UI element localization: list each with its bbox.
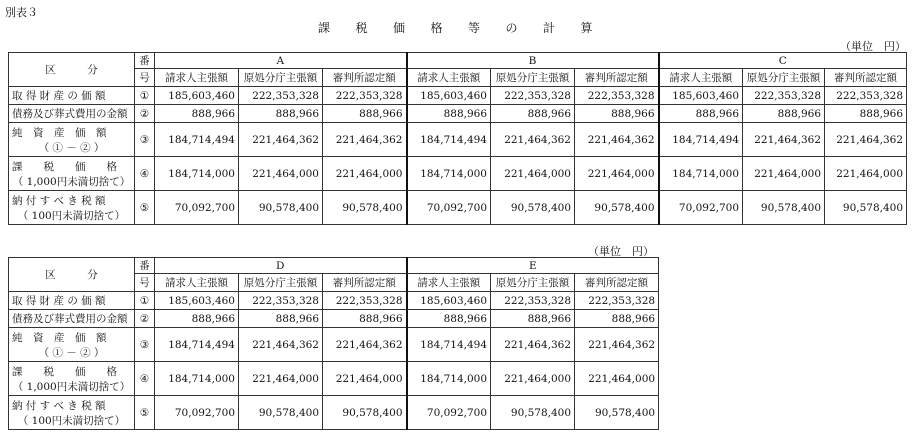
row-label-text: 債務及び葬式費用の金額 — [12, 108, 128, 120]
row-label — [9, 123, 135, 157]
col-header-claim: 請求人主張額 — [155, 274, 239, 292]
amount-cell: 90,578,400 — [239, 396, 323, 430]
group-header-e: E — [407, 258, 659, 274]
col-header-original: 原処分庁主張額 — [239, 274, 323, 292]
amount-cell: 222,353,328 — [323, 292, 407, 310]
amount-cell: 90,578,400 — [323, 396, 407, 430]
number-header-top: 番 — [135, 53, 155, 69]
amount-cell: 222,353,328 — [825, 87, 907, 105]
amount-cell: 70,092,700 — [155, 191, 239, 225]
row-label-text: 純 資 産 価 額 — [12, 331, 107, 344]
amount-cell: 221,464,362 — [239, 328, 323, 362]
col-header-tribunal: 審判所認定額 — [575, 69, 659, 87]
row-number: ② — [135, 105, 155, 123]
amount-cell: 222,353,328 — [239, 292, 323, 310]
amount-cell: 222,353,328 — [491, 292, 575, 310]
amount-cell: 184,714,000 — [407, 362, 491, 396]
amount-cell: 888,966 — [491, 310, 575, 328]
amount-cell: 90,578,400 — [239, 191, 323, 225]
amount-cell: 222,353,328 — [575, 87, 659, 105]
row-number: ④ — [135, 362, 155, 396]
amount-cell: 184,714,494 — [155, 123, 239, 157]
amount-cell: 90,578,400 — [575, 191, 659, 225]
table-row — [9, 328, 659, 362]
amount-cell: 221,464,000 — [239, 157, 323, 191]
amount-cell: 184,714,000 — [155, 157, 239, 191]
amount-cell: 888,966 — [575, 310, 659, 328]
amount-cell: 184,714,494 — [155, 328, 239, 362]
amount-cell: 888,966 — [323, 310, 407, 328]
amount-cell: 221,464,000 — [491, 157, 575, 191]
amount-cell: 221,464,362 — [491, 328, 575, 362]
amount-cell: 221,464,000 — [743, 157, 825, 191]
row-label-note: （ 100円未満切捨て） — [17, 209, 126, 222]
col-header-claim: 請求人主張額 — [407, 69, 491, 87]
amount-cell: 90,578,400 — [743, 191, 825, 225]
table-row — [9, 105, 907, 123]
amount-cell: 221,464,362 — [575, 123, 659, 157]
row-label-note: （ 1,000円未満切捨て） — [12, 175, 131, 188]
row-label-note: （ 100円未満切捨て） — [17, 414, 126, 427]
row-number: ⑤ — [135, 191, 155, 225]
row-label — [9, 87, 135, 105]
tax-calculation-table-de — [8, 257, 659, 430]
row-label-note: （ ① － ② ） — [38, 346, 105, 359]
amount-cell: 184,714,000 — [407, 157, 491, 191]
col-header-tribunal: 審判所認定額 — [323, 69, 407, 87]
amount-cell: 222,353,328 — [743, 87, 825, 105]
col-header-tribunal: 審判所認定額 — [825, 69, 907, 87]
group-header-b: B — [407, 53, 659, 69]
amount-cell: 222,353,328 — [239, 87, 323, 105]
amount-cell: 888,966 — [155, 105, 239, 123]
amount-cell: 888,966 — [239, 310, 323, 328]
amount-cell: 222,353,328 — [575, 292, 659, 310]
row-label-text: 取 得 財 産 の 価 額 — [12, 295, 106, 307]
amount-cell: 221,464,362 — [575, 328, 659, 362]
category-header: 区 分 — [9, 53, 135, 87]
table-row — [9, 123, 907, 157]
appendix-label: 別表３ — [5, 6, 38, 19]
amount-cell: 221,464,362 — [323, 123, 407, 157]
row-number: ① — [135, 292, 155, 310]
row-label — [9, 157, 135, 191]
amount-cell: 90,578,400 — [575, 396, 659, 430]
amount-cell: 888,966 — [407, 105, 491, 123]
table-row — [9, 362, 659, 396]
amount-cell: 888,966 — [323, 105, 407, 123]
tax-calculation-table-abc — [8, 52, 907, 225]
amount-cell: 221,464,000 — [575, 157, 659, 191]
table-row — [9, 396, 659, 430]
unit-label-table1: （単位 円） — [840, 40, 906, 53]
amount-cell: 888,966 — [659, 105, 743, 123]
row-label-text: 債務及び葬式費用の金額 — [12, 313, 128, 325]
amount-cell: 221,464,362 — [323, 328, 407, 362]
amount-cell: 90,578,400 — [491, 396, 575, 430]
amount-cell: 70,092,700 — [155, 396, 239, 430]
amount-cell: 221,464,000 — [575, 362, 659, 396]
row-number: ② — [135, 310, 155, 328]
amount-cell: 184,714,000 — [659, 157, 743, 191]
row-label — [9, 191, 135, 225]
row-label — [9, 396, 135, 430]
row-label-text: 納 付 す べ き 税 額 — [12, 399, 106, 412]
row-label — [9, 105, 135, 123]
amount-cell: 888,966 — [491, 105, 575, 123]
group-header-a: A — [155, 53, 407, 69]
amount-cell: 888,966 — [575, 105, 659, 123]
amount-cell: 221,464,000 — [491, 362, 575, 396]
amount-cell: 221,464,362 — [743, 123, 825, 157]
amount-cell: 222,353,328 — [491, 87, 575, 105]
row-label-text: 納 付 す べ き 税 額 — [12, 194, 106, 207]
row-number: ④ — [135, 157, 155, 191]
col-header-original: 原処分庁主張額 — [239, 69, 323, 87]
row-number: ⑤ — [135, 396, 155, 430]
row-label-note: （ ① － ② ） — [38, 141, 105, 154]
amount-cell: 221,464,362 — [491, 123, 575, 157]
table-row — [9, 87, 907, 105]
amount-cell: 221,464,000 — [825, 157, 907, 191]
amount-cell: 185,603,460 — [155, 87, 239, 105]
row-label — [9, 292, 135, 310]
amount-cell: 70,092,700 — [407, 396, 491, 430]
col-header-tribunal: 審判所認定額 — [323, 274, 407, 292]
group-header-d: D — [155, 258, 407, 274]
number-header-top: 番 — [135, 258, 155, 274]
unit-label-table2: （単位 円） — [588, 245, 654, 258]
amount-cell: 185,603,460 — [155, 292, 239, 310]
col-header-claim: 請求人主張額 — [155, 69, 239, 87]
amount-cell: 888,966 — [825, 105, 907, 123]
amount-cell: 185,603,460 — [407, 292, 491, 310]
row-label — [9, 328, 135, 362]
row-label-note: （ 1,000円未満切捨て） — [12, 380, 131, 393]
amount-cell: 888,966 — [239, 105, 323, 123]
amount-cell: 888,966 — [743, 105, 825, 123]
amount-cell: 70,092,700 — [659, 191, 743, 225]
amount-cell: 888,966 — [155, 310, 239, 328]
row-number: ① — [135, 87, 155, 105]
amount-cell: 185,603,460 — [659, 87, 743, 105]
row-label-text: 課 税 価 格 — [12, 365, 117, 378]
amount-cell: 184,714,494 — [407, 123, 491, 157]
table-row — [9, 191, 907, 225]
group-header-c: C — [659, 53, 907, 69]
number-header-bottom: 号 — [135, 274, 155, 292]
amount-cell: 70,092,700 — [407, 191, 491, 225]
row-number: ③ — [135, 328, 155, 362]
category-header: 区 分 — [9, 258, 135, 292]
amount-cell: 888,966 — [407, 310, 491, 328]
col-header-claim: 請求人主張額 — [407, 274, 491, 292]
amount-cell: 90,578,400 — [323, 191, 407, 225]
col-header-original: 原処分庁主張額 — [491, 274, 575, 292]
col-header-tribunal: 審判所認定額 — [575, 274, 659, 292]
amount-cell: 221,464,362 — [239, 123, 323, 157]
row-label — [9, 362, 135, 396]
row-label-text: 純 資 産 価 額 — [12, 126, 107, 139]
document-title: 課 税 価 格 等 の 計 算 — [318, 21, 594, 35]
amount-cell: 185,603,460 — [407, 87, 491, 105]
amount-cell: 221,464,000 — [323, 157, 407, 191]
col-header-claim: 請求人主張額 — [659, 69, 743, 87]
amount-cell: 221,464,000 — [239, 362, 323, 396]
col-header-original: 原処分庁主張額 — [491, 69, 575, 87]
col-header-original: 原処分庁主張額 — [743, 69, 825, 87]
table-row — [9, 157, 907, 191]
amount-cell: 184,714,494 — [407, 328, 491, 362]
amount-cell: 90,578,400 — [825, 191, 907, 225]
amount-cell: 221,464,000 — [323, 362, 407, 396]
row-label — [9, 310, 135, 328]
amount-cell: 221,464,362 — [825, 123, 907, 157]
table-row — [9, 292, 659, 310]
amount-cell: 90,578,400 — [491, 191, 575, 225]
amount-cell: 184,714,000 — [155, 362, 239, 396]
amount-cell: 184,714,494 — [659, 123, 743, 157]
number-header-bottom: 号 — [135, 69, 155, 87]
row-label-text: 取 得 財 産 の 価 額 — [12, 90, 106, 102]
amount-cell: 222,353,328 — [323, 87, 407, 105]
row-number: ③ — [135, 123, 155, 157]
table-row — [9, 310, 659, 328]
row-label-text: 課 税 価 格 — [12, 160, 117, 173]
